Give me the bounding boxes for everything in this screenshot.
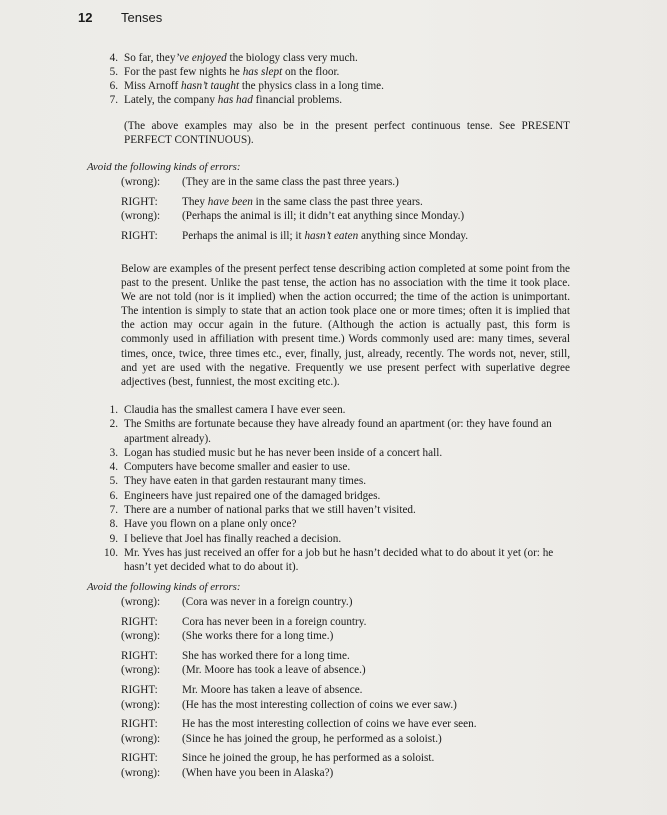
error-example: RIGHT: Since he joined the group, he has performed as a soloist. — [121, 752, 435, 765]
list-item: 6. Engineers have just repaired one of the damaged bridges. — [109, 489, 381, 502]
errors-block-2 — [121, 595, 591, 781]
list-item: 10. Mr. Yves has just received an offer for a job but he hasn’t decided what to do about it yet (or: he hasn’t yet decided what to do about it). — [104, 546, 554, 574]
error-example: (wrong): (Cora was never in a foreign country.) — [121, 596, 353, 608]
examples-list-1 — [104, 51, 624, 107]
list-item: 9. I believe that Joel has finally reached a decision. — [109, 532, 342, 545]
error-example: RIGHT: She has worked there for a long time. — [121, 649, 350, 662]
error-example: (wrong): (Mr. Moore has took a leave of absence.) — [121, 664, 366, 677]
error-example: RIGHT: Mr. Moore has taken a leave of absence. — [121, 683, 363, 696]
error-example: (wrong): (Perhaps the animal is ill; it didn’t eat anything since Monday.) — [121, 210, 465, 222]
list-item: 4. So far, they’ve enjoyed the biology class very much. — [109, 52, 358, 64]
error-example: RIGHT: Cora has never been in a foreign country. — [121, 615, 367, 628]
list-item: 1. Claudia has the smallest camera I have ever seen. — [109, 404, 346, 416]
error-example: (wrong): (When have you been in Alaska?) — [121, 766, 334, 779]
error-example: RIGHT: They have been in the same class the past three years. — [121, 195, 423, 208]
explanation-paragraph: Below are examples of the present perfect tense describing action completed at some point from the past to the present. Unlike the past tense, the action has no association with the time it took place. We are not told (nor is it implied) when the action occurred; the time of the action is unimportant. The intention is simply to state that an action took place one or more times; often it is implied that the action may occur again in the future. (Although the action is actually past, this form is commonly used in affiliation with present time.) Words commonly used are: many times, several times, once, twice, three times etc., ever, finally, just, already, recently. The words not, never, still, and yet are used with the negative. Frequently we use present perfect with superlative degree adjectives (best, funniest, the most exciting etc.). — [121, 263, 570, 388]
error-example: RIGHT: Perhaps the animal is ill; it hasn’t eaten anything since Monday. — [121, 229, 469, 242]
list-item: 6. Miss Arnoff hasn’t taught the physics class in a long time. — [109, 80, 384, 92]
error-example: (wrong): (He has the most interesting collection of coins we ever saw.) — [121, 698, 457, 711]
error-example: (wrong): (She works there for a long time.) — [121, 630, 334, 643]
note-present-perfect-continuous: (The above examples may also be in the present perfect continuous tense. See PRESENT PERFECT CONTINUOUS). — [124, 120, 570, 146]
list-item: 8. Have you flown on a plane only once? — [109, 518, 297, 531]
list-item: 7. There are a number of national parks that we still haven’t visited. — [109, 504, 416, 517]
list-item: 4. Computers have become smaller and easier to use. — [109, 461, 351, 474]
list-item: 5. For the past few nights he has slept on the floor. — [109, 66, 340, 78]
list-item: 2. The Smiths are fortunate because they have already found an apartment (or: they have found an apartment already). — [109, 418, 552, 445]
chapter-title: Tenses — [121, 10, 163, 25]
list-item: 3. Logan has studied music but he has never been inside of a concert hall. — [109, 446, 443, 459]
error-example: (wrong): (They are in the same class the past three years.) — [121, 176, 399, 188]
error-example: (wrong): (Since he has joined the group, he performed as a soloist.) — [121, 732, 442, 745]
error-example: RIGHT: He has the most interesting collection of coins we have ever seen. — [121, 718, 477, 731]
page-number: 12 — [78, 10, 93, 25]
errors-block-1 — [121, 175, 601, 243]
list-item: 7. Lately, the company has had financial problems. — [109, 94, 343, 106]
list-item: 5. They have eaten in that garden restaurant many times. — [109, 475, 366, 488]
examples-list-2 — [104, 403, 572, 575]
avoid-errors-label: Avoid the following kinds of errors: — [87, 161, 241, 173]
avoid-errors-label-2: Avoid the following kinds of errors: — [87, 581, 241, 593]
